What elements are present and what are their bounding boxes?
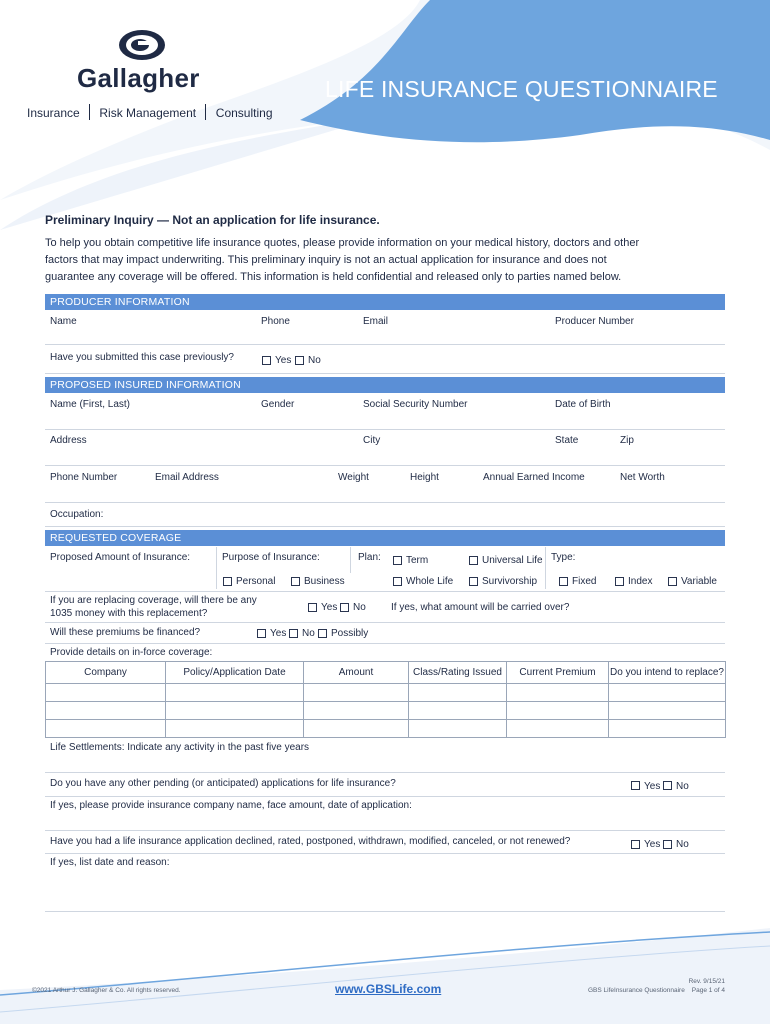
table-cell[interactable] [304,702,409,720]
submitted-no-label: No [308,355,321,366]
submitted-no-checkbox[interactable] [295,356,304,365]
insured-income-label: Annual Earned Income [483,472,585,483]
plan-term-label: Term [406,555,429,566]
col-company: Company [46,662,166,684]
plan-ul-label: Universal Life [482,555,543,566]
pending-question-label: Do you have any other pending (or anticipated) applications for life insurance? [50,778,396,789]
plan-survivorship-checkbox[interactable] [469,577,478,586]
declined-question-label: Have you had a life insurance application declined, rated, postponed, withdrawn, modified, canceled, or not renewed? [50,836,571,847]
table-cell[interactable] [609,684,726,702]
table-cell[interactable] [507,684,609,702]
producer-number-label: Producer Number [555,316,634,327]
plan-whole-life-label: Whole Life [406,576,454,587]
purpose-personal-label: Personal [236,576,276,587]
submitted-previously-label: Have you submitted this case previously? [50,352,234,363]
plan-term-checkbox[interactable] [393,556,402,565]
table-cell[interactable] [166,702,304,720]
insured-ssn-label: Social Security Number [363,399,468,410]
insured-gender-label: Gender [261,399,295,410]
table-cell[interactable] [46,702,166,720]
inforce-label: Provide details on in-force coverage: [50,647,213,658]
intro-heading: Preliminary Inquiry — Not an application for life insurance. [45,213,380,227]
insured-zip-label: Zip [620,435,634,446]
table-cell[interactable] [507,702,609,720]
replacing-yes-label: Yes [321,602,338,613]
insured-phone-label: Phone Number [50,472,118,483]
table-cell[interactable] [507,720,609,738]
financed-no-checkbox[interactable] [289,629,298,638]
pending-yes-checkbox[interactable] [631,781,640,790]
declined-no-label: No [676,839,689,850]
financed-possibly-checkbox[interactable] [318,629,327,638]
replacing-no-label: No [353,602,366,613]
footer-page-number: Page 1 of 4 [691,987,725,994]
type-index-checkbox[interactable] [615,577,624,586]
coverage-section-header: REQUESTED COVERAGE [45,530,725,546]
brand-tagline [27,104,273,120]
tagline-insurance: Insurance [27,106,80,120]
page-title: LIFE INSURANCE QUESTIONNAIRE [325,76,718,102]
type-fixed-label: Fixed [572,576,597,587]
table-cell[interactable] [166,684,304,702]
coverage-purpose-label: Purpose of Insurance: [222,552,320,563]
carried-over-label: If yes, what amount will be carried over? [391,602,570,613]
replacing-question-line1: If you are replacing coverage, will there be any [50,595,257,606]
financed-yes-checkbox[interactable] [257,629,266,638]
plan-whole-life-checkbox[interactable] [393,577,402,586]
table-row [46,684,726,702]
inforce-coverage-table [45,661,726,738]
footer-form-name: GBS LifeInsurance Questionnaire [588,987,685,994]
col-policy-date: Policy/Application Date [166,662,304,684]
type-variable-label: Variable [681,576,717,587]
tagline-risk: Risk Management [99,106,197,120]
intro-line-3: guarantee any coverage will be offered. This information is held confidential and released only to parties named below. [45,271,622,283]
replacing-no-checkbox[interactable] [340,603,349,612]
table-header-row [46,662,726,684]
declined-no-checkbox[interactable] [663,840,672,849]
replacing-yes-checkbox[interactable] [308,603,317,612]
coverage-type-label: Type: [551,552,576,563]
producer-name-label: Name [50,316,77,327]
footer-wave-graphic [0,920,770,1024]
insured-address-label: Address [50,435,87,446]
pending-yes-label: Yes [644,781,661,792]
table-cell[interactable] [409,720,507,738]
financed-yes-label: Yes [270,628,287,639]
insured-city-label: City [363,435,381,446]
producer-email-label: Email [363,316,389,327]
plan-survivorship-label: Survivorship [482,576,538,587]
table-cell[interactable] [609,720,726,738]
declined-yes-label: Yes [644,839,661,850]
purpose-personal-checkbox[interactable] [223,577,232,586]
insured-height-label: Height [410,472,439,483]
insured-state-label: State [555,435,579,446]
life-settlements-label: Life Settlements: Indicate any activity in the past five years [50,742,310,753]
table-cell[interactable] [609,702,726,720]
table-cell[interactable] [304,720,409,738]
submitted-yes-checkbox[interactable] [262,356,271,365]
table-row [46,720,726,738]
col-current-premium: Current Premium [507,662,609,684]
type-variable-checkbox[interactable] [668,577,677,586]
insured-occupation-label: Occupation: [50,509,104,520]
pending-no-label: No [676,781,689,792]
table-cell[interactable] [409,702,507,720]
insured-dob-label: Date of Birth [555,399,611,410]
type-index-label: Index [628,576,653,587]
producer-section-header: PRODUCER INFORMATION [45,294,725,310]
col-amount: Amount [304,662,409,684]
table-cell[interactable] [304,684,409,702]
table-cell[interactable] [46,684,166,702]
replacing-question-line2: 1035 money with this replacement? [50,608,208,619]
declined-followup-label: If yes, list date and reason: [50,857,170,868]
purpose-business-checkbox[interactable] [291,577,300,586]
table-cell[interactable] [46,720,166,738]
coverage-plan-label: Plan: [358,552,381,563]
pending-followup-label: If yes, please provide insurance company name, face amount, date of application: [50,800,412,811]
submitted-yes-label: Yes [275,355,292,366]
col-replace: Do you intend to replace? [609,662,726,684]
insured-networth-label: Net Worth [620,472,665,483]
footer-revision: Rev. 9/15/21 [688,978,725,985]
footer-website-link[interactable]: www.GBSLife.com [335,982,442,996]
tagline-consulting: Consulting [215,106,273,120]
financed-no-label: No [302,628,315,639]
intro-line-1: To help you obtain competitive life insurance quotes, please provide information on your medical history, doctors and other [45,237,640,249]
coverage-amount-label: Proposed Amount of Insurance: [50,552,191,563]
insured-section-header: PROPOSED INSURED INFORMATION [45,377,725,393]
pending-no-checkbox[interactable] [663,781,672,790]
plan-ul-checkbox[interactable] [469,556,478,565]
table-cell[interactable] [166,720,304,738]
brand-name: Gallagher [77,63,200,93]
producer-row-rule [45,344,725,345]
col-class-rating: Class/Rating Issued [409,662,507,684]
table-cell[interactable] [409,684,507,702]
intro-line-2: factors that may impact underwriting. This preliminary inquiry is not an actual application for insurance and does not [45,254,607,266]
financed-possibly-label: Possibly [331,628,369,639]
footer-copyright: ©2021 Arthur J. Gallagher & Co. All rights reserved. [32,987,181,994]
type-fixed-checkbox[interactable] [559,577,568,586]
financed-question-label: Will these premiums be financed? [50,627,201,638]
gallagher-logo-icon [118,29,166,61]
producer-phone-label: Phone [261,316,290,327]
insured-name-label: Name (First, Last) [50,399,131,410]
table-row [46,702,726,720]
purpose-business-label: Business [304,576,345,587]
insured-email-label: Email Address [155,472,219,483]
insured-weight-label: Weight [338,472,369,483]
declined-yes-checkbox[interactable] [631,840,640,849]
